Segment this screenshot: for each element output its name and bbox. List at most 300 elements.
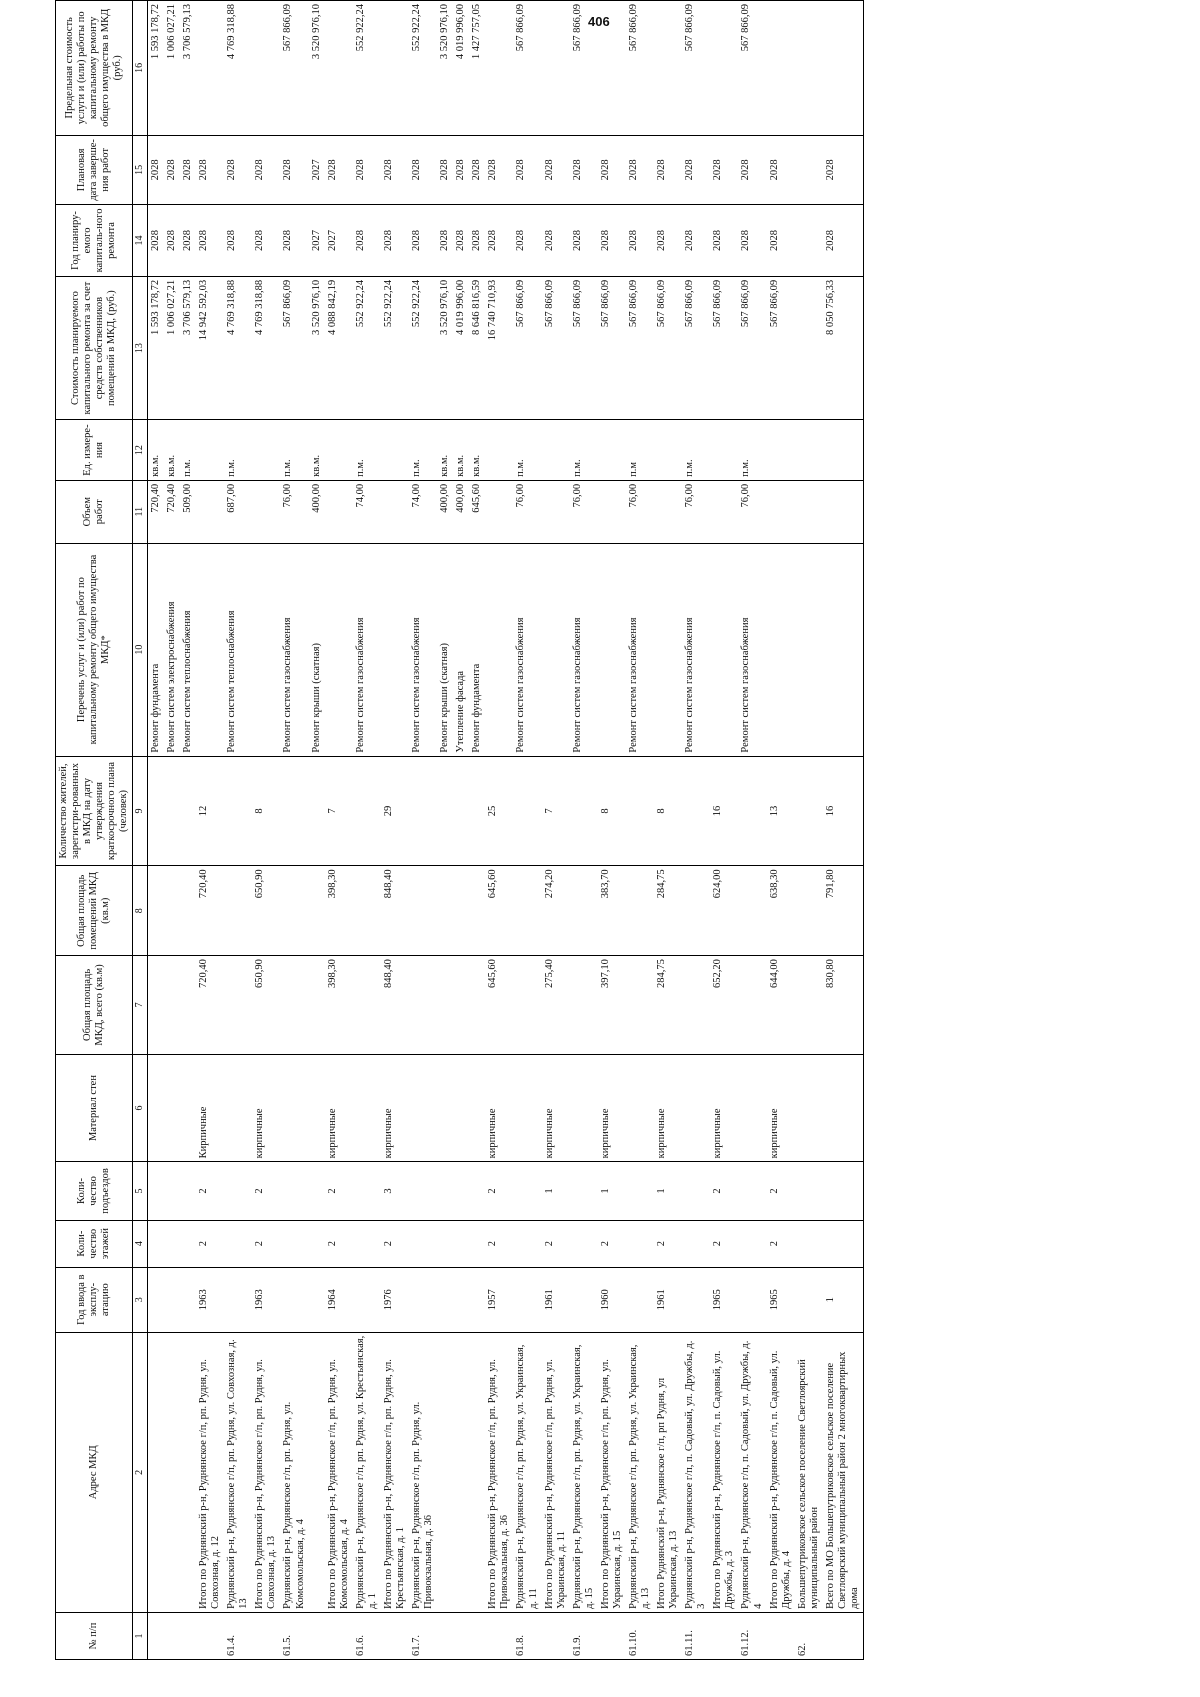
table-cell: Итого по Руднянский р-н, Руднянское г/п, п. Садовый, ул. Дружбы, д. 3 — [710, 1332, 738, 1612]
table-cell — [325, 1612, 353, 1659]
table-cell: 2 — [252, 1220, 280, 1267]
table-cell: 567 866,09 — [738, 1, 766, 136]
table-cell: Итого по Руднянский р-н, Руднянское г/п, рп. Рудня, ул. Украинская, д. 15 — [598, 1332, 626, 1612]
table-cell — [409, 956, 437, 1055]
table-cell — [738, 1267, 766, 1332]
table-cell: 1957 — [485, 1267, 513, 1332]
table-cell — [682, 1054, 710, 1162]
table-cell — [513, 1267, 541, 1332]
table-cell — [164, 756, 180, 866]
column-number: 5 — [133, 1162, 148, 1220]
table-cell — [437, 1267, 453, 1332]
table-cell — [280, 1220, 308, 1267]
table-cell: 2028 — [682, 135, 710, 204]
table-cell: 2028 — [598, 135, 626, 204]
table-cell: 61.4. — [224, 1612, 252, 1659]
column-number: 6 — [133, 1054, 148, 1162]
table-cell — [252, 1, 280, 136]
table-row — [485, 1, 513, 1660]
table-cell: Кирпичные — [196, 1054, 224, 1162]
table-cell: 2028 — [252, 205, 280, 277]
table-cell — [469, 1267, 485, 1332]
table-cell: кирпичные — [325, 1054, 353, 1162]
table-cell: 720,40 — [164, 480, 180, 543]
table-cell — [795, 756, 823, 866]
table-cell — [654, 420, 682, 481]
table-cell: 1 006 027,21 — [164, 1, 180, 136]
table-cell — [381, 543, 409, 756]
table-cell: 2028 — [682, 205, 710, 277]
table-cell: Ремонт систем газоснабжения — [353, 543, 381, 756]
table-cell — [224, 956, 252, 1055]
table-cell: 567 866,09 — [513, 276, 541, 419]
table-cell: 2028 — [196, 205, 224, 277]
column-header: Перечень услуг и (или) работ по капитальному ремонту общего имущества МКД* — [56, 543, 133, 756]
column-header: Общая площадь МКД, всего (кв.м) — [56, 956, 133, 1055]
table-cell: Всего по МО Большепутриковское сельское поселение Светлоярский муниципальный район 2 многоквартирных дома — [823, 1332, 864, 1612]
column-header: № п/п — [56, 1612, 133, 1659]
table-cell: кв.м. — [453, 420, 469, 481]
table-cell: кирпичные — [598, 1054, 626, 1162]
table-row — [252, 1, 280, 1660]
table-cell — [570, 1162, 598, 1220]
table-cell: 2027 — [309, 205, 325, 277]
table-cell — [485, 1, 513, 136]
table-cell — [823, 420, 864, 481]
column-header: Коли-чество этажей — [56, 1220, 133, 1267]
table-cell: 284,75 — [654, 866, 682, 956]
table-cell — [409, 866, 437, 956]
table-cell — [513, 1162, 541, 1220]
table-cell: Итого по Руднянский р-н, Руднянское г/п, рп. Рудня, ул. Крестьянская, д. 1 — [381, 1332, 409, 1612]
table-cell — [469, 1332, 485, 1612]
table-cell — [654, 480, 682, 543]
table-cell — [164, 1054, 180, 1162]
table-cell — [280, 956, 308, 1055]
table-cell: Руднянский р-н, Руднянское г/п, рп. Рудня, ул. Привокзальная, д. 36 — [409, 1332, 437, 1612]
table-cell — [309, 1332, 325, 1612]
table-cell: кв.м. — [437, 420, 453, 481]
table-cell: 14 942 592,03 — [196, 276, 224, 419]
table-cell: 2028 — [738, 135, 766, 204]
table-cell: 397,10 — [598, 956, 626, 1055]
table-cell: кирпичные — [252, 1054, 280, 1162]
table-cell — [795, 1, 823, 136]
table-cell — [381, 480, 409, 543]
table-row — [513, 1, 541, 1660]
table-cell: п.м. — [353, 420, 381, 481]
table-cell: 61.9. — [570, 1612, 598, 1659]
table-cell: 848,40 — [381, 956, 409, 1055]
table-cell — [437, 756, 453, 866]
table-cell — [353, 756, 381, 866]
table-cell: кирпичные — [542, 1054, 570, 1162]
table-cell: 2 — [325, 1220, 353, 1267]
table-cell: 624,00 — [710, 866, 738, 956]
table-cell — [767, 420, 795, 481]
table-cell: Ремонт систем газоснабжения — [409, 543, 437, 756]
table-row — [409, 1, 437, 1660]
table-cell: 2028 — [280, 205, 308, 277]
table-cell — [147, 1220, 164, 1267]
table-cell: 2028 — [353, 135, 381, 204]
table-cell — [164, 1162, 180, 1220]
table-cell — [513, 756, 541, 866]
column-number: 13 — [133, 276, 148, 419]
table-cell — [147, 1054, 164, 1162]
table-cell: 2 — [598, 1220, 626, 1267]
table-cell: Итого по Руднянский р-н, Руднянское г/п, п. Садовый, ул. Дружбы, д. 4 — [767, 1332, 795, 1612]
table-cell: 76,00 — [738, 480, 766, 543]
table-cell: 567 866,09 — [280, 1, 308, 136]
table-cell — [252, 543, 280, 756]
table-cell — [626, 1267, 654, 1332]
table-cell — [823, 480, 864, 543]
column-number: 12 — [133, 420, 148, 481]
table-cell: 25 — [485, 756, 513, 866]
table-cell — [309, 756, 325, 866]
table-cell — [409, 1220, 437, 1267]
table-cell — [309, 1220, 325, 1267]
table-cell — [469, 756, 485, 866]
table-cell — [710, 420, 738, 481]
table-cell — [381, 1, 409, 136]
table-cell: 8 — [252, 756, 280, 866]
table-cell — [542, 543, 570, 756]
table-cell: 645,60 — [485, 956, 513, 1055]
table-row — [224, 1, 252, 1660]
table-row — [325, 1, 353, 1660]
table-cell: 567 866,09 — [626, 1, 654, 136]
table-cell: 1960 — [598, 1267, 626, 1332]
table-cell: Ремонт фундамента — [469, 543, 485, 756]
table-cell — [147, 866, 164, 956]
table-row — [682, 1, 710, 1660]
table-cell — [738, 1054, 766, 1162]
table-cell: 2028 — [626, 135, 654, 204]
table-cell — [353, 956, 381, 1055]
table-cell: 8 — [598, 756, 626, 866]
table-cell: 567 866,09 — [682, 276, 710, 419]
table-cell: п.м. — [224, 420, 252, 481]
table-cell: п.м. — [682, 420, 710, 481]
table-row — [542, 1, 570, 1660]
table-cell — [224, 1220, 252, 1267]
table-cell: 274,20 — [542, 866, 570, 956]
column-number: 11 — [133, 480, 148, 543]
table-cell: кирпичные — [767, 1054, 795, 1162]
table-row — [795, 1, 823, 1660]
table-cell — [598, 480, 626, 543]
column-header: Количество жителей, зарегистри-рованных в МКД на дату утверждения краткосрочного плана (человек) — [56, 756, 133, 866]
table-cell: 567 866,09 — [570, 1, 598, 136]
table-cell: 2028 — [513, 135, 541, 204]
table-cell: 2028 — [710, 205, 738, 277]
table-cell — [453, 1220, 469, 1267]
table-cell — [252, 480, 280, 543]
table-cell — [513, 1054, 541, 1162]
table-cell: 687,00 — [224, 480, 252, 543]
table-cell: 2028 — [224, 135, 252, 204]
table-cell — [469, 1162, 485, 1220]
table-cell: 2 — [485, 1220, 513, 1267]
table-cell: 2027 — [325, 205, 353, 277]
table-cell — [180, 1162, 196, 1220]
table-cell: 2028 — [147, 135, 164, 204]
table-cell: 16 — [710, 756, 738, 866]
table-cell: 552 922,24 — [409, 1, 437, 136]
table-cell — [513, 1220, 541, 1267]
table-cell — [513, 956, 541, 1055]
table-cell — [485, 420, 513, 481]
table-cell — [767, 543, 795, 756]
table-cell: 8 — [654, 756, 682, 866]
table-cell: Ремонт крыши (скатная) — [309, 543, 325, 756]
table-cell — [823, 1220, 864, 1267]
table-cell — [795, 276, 823, 419]
table-cell: 567 866,09 — [710, 276, 738, 419]
table-cell: 2028 — [570, 135, 598, 204]
table-cell: Руднянский р-н, Руднянское г/п, рп. Рудня, ул. Крестьянская, д. 1 — [353, 1332, 381, 1612]
table-cell: п.м. — [738, 420, 766, 481]
table-cell — [682, 1220, 710, 1267]
table-cell: 2028 — [437, 205, 453, 277]
table-cell: п.м. — [513, 420, 541, 481]
column-header: Плановая дата заверше-ния работ — [56, 135, 133, 204]
column-header: Год ввода в эксплу-атацию — [56, 1267, 133, 1332]
table-cell — [147, 956, 164, 1055]
table-cell: 2028 — [437, 135, 453, 204]
table-cell: 567 866,09 — [598, 276, 626, 419]
table-cell: 2028 — [164, 205, 180, 277]
table-cell: кирпичные — [654, 1054, 682, 1162]
table-cell: кв.м. — [164, 420, 180, 481]
table-cell: 2028 — [180, 135, 196, 204]
table-cell — [147, 1612, 164, 1659]
table-cell — [654, 543, 682, 756]
table-cell: 2 — [381, 1220, 409, 1267]
table-cell — [309, 866, 325, 956]
table-cell: 383,70 — [598, 866, 626, 956]
table-cell — [325, 420, 353, 481]
table-cell: 2028 — [147, 205, 164, 277]
table-cell — [682, 1267, 710, 1332]
table-cell: 2028 — [626, 205, 654, 277]
table-cell: 645,60 — [469, 480, 485, 543]
table-cell — [469, 1054, 485, 1162]
table-cell — [309, 1162, 325, 1220]
table-cell: Ремонт крыши (скатная) — [437, 543, 453, 756]
table-cell: 567 866,09 — [682, 1, 710, 136]
table-cell: кв.м. — [147, 420, 164, 481]
table-cell: 3 520 976,10 — [309, 276, 325, 419]
table-cell — [381, 1612, 409, 1659]
column-header: Год планиру-емого капиталь-ного ремонта — [56, 205, 133, 277]
table-cell — [437, 1220, 453, 1267]
table-cell — [409, 1267, 437, 1332]
table-cell — [795, 1267, 823, 1332]
table-cell — [280, 1267, 308, 1332]
table-cell: 76,00 — [682, 480, 710, 543]
table-cell — [196, 543, 224, 756]
table-cell: 61.10. — [626, 1612, 654, 1659]
table-cell: 1 006 027,21 — [164, 276, 180, 419]
table-cell — [682, 866, 710, 956]
table-cell: 3 520 976,10 — [437, 1, 453, 136]
table-cell: 3 520 976,10 — [309, 1, 325, 136]
table-cell: 16 740 710,93 — [485, 276, 513, 419]
table-cell — [280, 756, 308, 866]
table-cell — [654, 1, 682, 136]
table-cell — [485, 480, 513, 543]
table-cell — [309, 1054, 325, 1162]
table-cell — [469, 1220, 485, 1267]
table-cell — [738, 956, 766, 1055]
table-cell — [682, 956, 710, 1055]
table-cell: 12 — [196, 756, 224, 866]
table-cell: 2028 — [469, 135, 485, 204]
table-cell: 2028 — [710, 135, 738, 204]
table-cell: 2028 — [513, 205, 541, 277]
table-cell — [710, 1, 738, 136]
table-cell: 830,80 — [823, 956, 864, 1055]
table-cell — [437, 1612, 453, 1659]
table-cell: 720,40 — [147, 480, 164, 543]
table-cell — [453, 756, 469, 866]
table-cell — [598, 1612, 626, 1659]
table-cell: 509,00 — [180, 480, 196, 543]
table-cell — [180, 756, 196, 866]
table-cell — [180, 956, 196, 1055]
table-row — [570, 1, 598, 1660]
table-cell: 2 — [325, 1162, 353, 1220]
table-cell — [180, 1220, 196, 1267]
table-cell: 650,90 — [252, 866, 280, 956]
table-cell — [795, 420, 823, 481]
table-cell: 2028 — [542, 205, 570, 277]
table-cell — [437, 1162, 453, 1220]
table-cell: 398,30 — [325, 866, 353, 956]
column-header: Объем работ — [56, 480, 133, 543]
table-cell: 2028 — [823, 135, 864, 204]
table-cell — [353, 866, 381, 956]
table-cell — [453, 1162, 469, 1220]
table-cell — [767, 1, 795, 136]
table-cell: 2028 — [196, 135, 224, 204]
table-cell: 61.5. — [280, 1612, 308, 1659]
table-cell: 1963 — [196, 1267, 224, 1332]
table-cell: 2028 — [485, 205, 513, 277]
table-cell — [180, 1612, 196, 1659]
column-number-row — [133, 1, 148, 1660]
table-cell — [453, 1054, 469, 1162]
table-row — [437, 1, 453, 1660]
table-cell: 567 866,09 — [542, 276, 570, 419]
table-cell: Ремонт систем теплоснабжения — [180, 543, 196, 756]
column-number: 9 — [133, 756, 148, 866]
table-cell — [542, 1612, 570, 1659]
table-cell: 3 520 976,10 — [437, 276, 453, 419]
table-cell: Ремонт систем газоснабжения — [738, 543, 766, 756]
table-cell: Итого по Руднянский р-н, Руднянское г/п, рп. Рудня, ул. Совхозная, д. 12 — [196, 1332, 224, 1612]
table-cell: 2028 — [570, 205, 598, 277]
table-cell: 61.11. — [682, 1612, 710, 1659]
table-cell — [570, 866, 598, 956]
table-cell: 2028 — [654, 205, 682, 277]
table-cell: 720,40 — [196, 866, 224, 956]
table-cell — [710, 543, 738, 756]
table-cell: кирпичные — [381, 1054, 409, 1162]
table-cell — [795, 543, 823, 756]
column-number: 1 — [133, 1612, 148, 1659]
table-cell: Утепление фасада — [453, 543, 469, 756]
table-cell: 2028 — [767, 135, 795, 204]
column-number: 7 — [133, 956, 148, 1055]
column-number: 3 — [133, 1267, 148, 1332]
table-cell: 1 — [823, 1267, 864, 1332]
table-row — [147, 1, 164, 1660]
table-cell — [353, 1220, 381, 1267]
table-cell: 1965 — [767, 1267, 795, 1332]
table-cell: 4 769 318,88 — [224, 1, 252, 136]
table-cell — [280, 1162, 308, 1220]
table-cell — [280, 1054, 308, 1162]
table-cell: 2028 — [767, 205, 795, 277]
table-cell: Итого по Руднянский р-н, Руднянское г/п, рп. Рудня, ул. Совхозная, д. 13 — [252, 1332, 280, 1612]
table-row — [823, 1, 864, 1660]
table-cell: 1 — [542, 1162, 570, 1220]
table-cell — [626, 866, 654, 956]
table-row — [280, 1, 308, 1660]
table-cell: 638,30 — [767, 866, 795, 956]
table-cell: п.м. — [280, 420, 308, 481]
table-cell — [823, 1162, 864, 1220]
table-cell: 567 866,09 — [513, 1, 541, 136]
table-cell — [224, 1267, 252, 1332]
table-cell: Руднянский р-н, Руднянское г/п, рп. Рудня, ул. Украинская, д. 13 — [626, 1332, 654, 1612]
table-cell: 400,00 — [453, 480, 469, 543]
table-cell: 2 — [767, 1220, 795, 1267]
table-cell — [147, 1267, 164, 1332]
table-row — [180, 1, 196, 1660]
header-row — [56, 1, 133, 1660]
table-cell: 552 922,24 — [409, 276, 437, 419]
table-cell — [485, 1612, 513, 1659]
table-cell: 650,90 — [252, 956, 280, 1055]
table-cell — [570, 1267, 598, 1332]
table-cell — [682, 756, 710, 866]
table-cell: 275,40 — [542, 956, 570, 1055]
table-row — [196, 1, 224, 1660]
table-cell — [164, 866, 180, 956]
table-cell: 567 866,09 — [280, 276, 308, 419]
table-cell: 1965 — [710, 1267, 738, 1332]
table-cell — [823, 1054, 864, 1162]
table-cell: 644,00 — [767, 956, 795, 1055]
table-cell — [795, 1162, 823, 1220]
table-cell: 76,00 — [570, 480, 598, 543]
table-cell: 791,80 — [823, 866, 864, 956]
table-cell: Ремонт фундамента — [147, 543, 164, 756]
table-cell: кирпичные — [485, 1054, 513, 1162]
table-cell: 2028 — [469, 205, 485, 277]
column-number: 16 — [133, 1, 148, 136]
table-row — [710, 1, 738, 1660]
table-cell: кв.м. — [309, 420, 325, 481]
table-cell — [453, 956, 469, 1055]
table-cell: Руднянский р-н, Руднянское г/п, рп. Рудня, ул. Украинская, д. 15 — [570, 1332, 598, 1612]
table-cell — [453, 866, 469, 956]
